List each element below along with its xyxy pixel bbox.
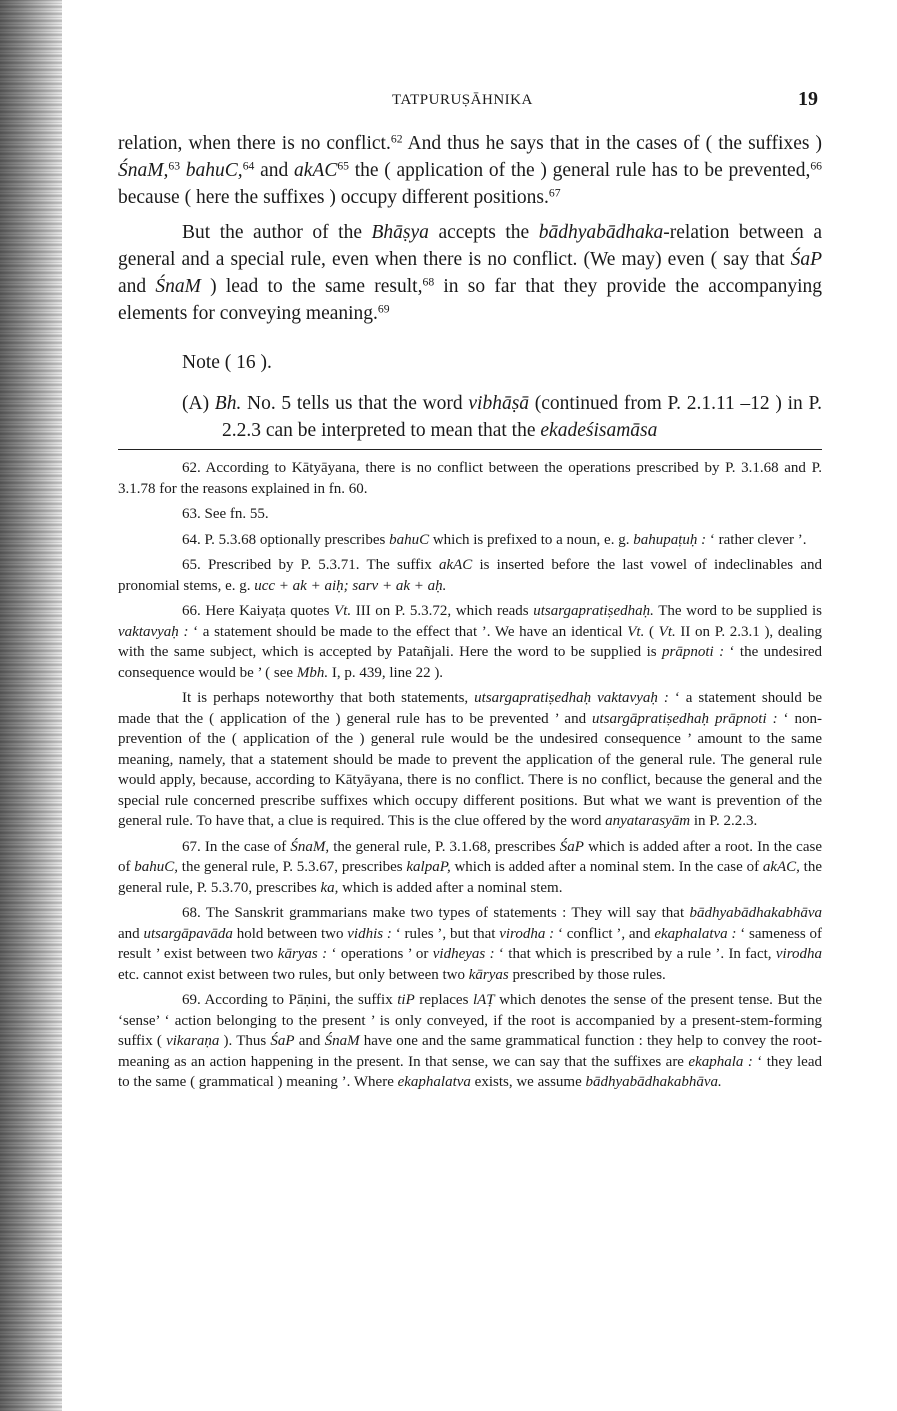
footnote-68: 68. The Sanskrit grammarians make two types of statements : They will say that bādhyabādhakabhāva and utsargāpavāda hold between two vidhis : ‘ rules ’, but that virodha : ‘ conflict ’, and ekaphalatva : ‘ sameness of result ’ exist between two kāryas : ‘ operations ’ or vidheyas : ‘ that which is prescribed by a rule ’. In fact, virodha etc. cannot exist between two rules, but only between two kāryas prescribed by those rules.: [118, 905, 822, 983]
running-head: TATPURUṢĀHNIKA: [392, 92, 533, 108]
footnotes: [118, 458, 822, 1098]
footnote-ref-69: 69: [377, 302, 390, 316]
footnote-62: 62. According to Kātyāyana, there is no conflict between the operations prescribed by P. 3.1.68 and P. 3.1.78 for the reasons explained in fn. 60.: [118, 460, 822, 497]
footnote-ref-63: 63: [168, 159, 181, 173]
footnote-ref-62: 62: [390, 132, 403, 146]
footnote-divider: [118, 449, 822, 450]
footnote-67: 67. In the case of ŚnaM, the general rule, P. 3.1.68, prescribes ŚaP which is added after a root. In the case of bahuC, the general rule, P. 5.3.67, prescribes kalpaP, which is added after a nominal stem. In the case of akAC, the general rule, P. 5.3.70, prescribes ka, which is added after a nominal stem.: [118, 838, 822, 896]
footnote-65: 65. Prescribed by P. 5.3.71. The suffix akAC is inserted before the last vowel of indeclinables and pronomial stems, e. g. ucc + ak + aiḥ; sarv + ak + aḥ.: [118, 557, 822, 594]
footnote-ref-65: 65: [337, 159, 350, 173]
footnote-63: 63. See fn. 55.: [182, 506, 269, 522]
footnote-66: 66. Here Kaiyaṭa quotes Vt. III on P. 5.3.72, which reads utsargapratiṣedhaḥ. The word to be supplied is vaktavyaḥ : ‘ a statement should be made to the effect that ’. We have an identical Vt. ( Vt. II on P. 2.3.1 ), dealing with the same subject, which is accepted by Patañjali. Here the word to be supplied is prāpnoti : ‘ the undesired consequence would be ’ ( see Mbh. I, p. 439, line 22 ).: [118, 603, 822, 681]
footnote-69: 69. According to Pāṇini, the suffix tiP replaces lAṬ which denotes the sense of the present tense. But the ‘sense’ ‘ action belonging to the present ’ is only conveyed, if the root is accompanied by a present-stem-forming suffix ( vikaraṇa ). Thus ŚaP and ŚnaM have one and the same grammatical function : they help to convey the root-meaning as an action happening in the present. In that sense, we can say that the suffixes are ekaphala : ‘ they lead to the same ( grammatical ) meaning ’. Where ekaphalatva exists, we assume bādhyabādhakabhāva.: [118, 992, 823, 1090]
note-heading: Note ( 16 ).: [182, 352, 272, 373]
note-item-a: (A) Bh. No. 5 tells us that the word vibhāṣā (continued from P. 2.1.11 –12 ) in P. 2.2.3 can be interpreted to mean that the ekadeśisamāsa: [182, 393, 822, 441]
footnote-66-continuation: It is perhaps noteworthy that both statements, utsargapratiṣedhaḥ vaktavyaḥ : ‘ a statement should be made that the ( application of the ) general rule has to be prevented ’ and utsargāpratiṣedhaḥ prāpnoti : ‘ non-prevention of the ( application of the ) general rule would be the undesired consequence ’ amount to the same meaning, namely, that a statement should be made to prevent the application of the general rule. The general rule would apply, because, according to Kātyāyana, there is no conflict. There is no conflict, because the general and the special rule concerned prescribe suffixes which occupy different positions. But what we want is prevention of the general rule. To have that, a clue is required. This is the clue offered by the word anyatarasyām in P. 2.2.3.: [118, 690, 822, 829]
main-text: [118, 130, 822, 444]
footnote-ref-68: 68: [422, 275, 435, 289]
book-binding-edge: [0, 0, 62, 1411]
page-header: [118, 88, 822, 116]
page-number: 19: [798, 88, 818, 110]
paragraph-1: relation, when there is no conflict.$^{62}$ And thus he says that in the cases of ( the suffixes ) ŚnaM,$^{63}$ bahuC,$^{64}$ and akAC$^{65}$ the ( application of the ) general rule has to be prevented,$^{66}$ because ( here the suffixes ) occupy different positions.$^{67}$: [118, 132, 823, 208]
footnote-ref-66: 66: [810, 159, 823, 173]
footnote-ref-64: 64: [242, 159, 255, 173]
footnote-64: 64. P. 5.3.68 optionally prescribes bahuC which is prefixed to a noun, e. g. bahupaṭuḥ : ‘ rather clever ’.: [182, 531, 807, 548]
paragraph-2: But the author of the Bhāṣya accepts the bādhyabādhaka-relation between a general and a special rule, even when there is no conflict. (We may) even ( say that ŚaP and ŚnaM ) lead to the same result,$^{68}$ in so far that they provide the accompanying elements for conveying meaning.$^{69}$: [118, 222, 823, 324]
footnote-ref-67: 67: [548, 186, 561, 200]
